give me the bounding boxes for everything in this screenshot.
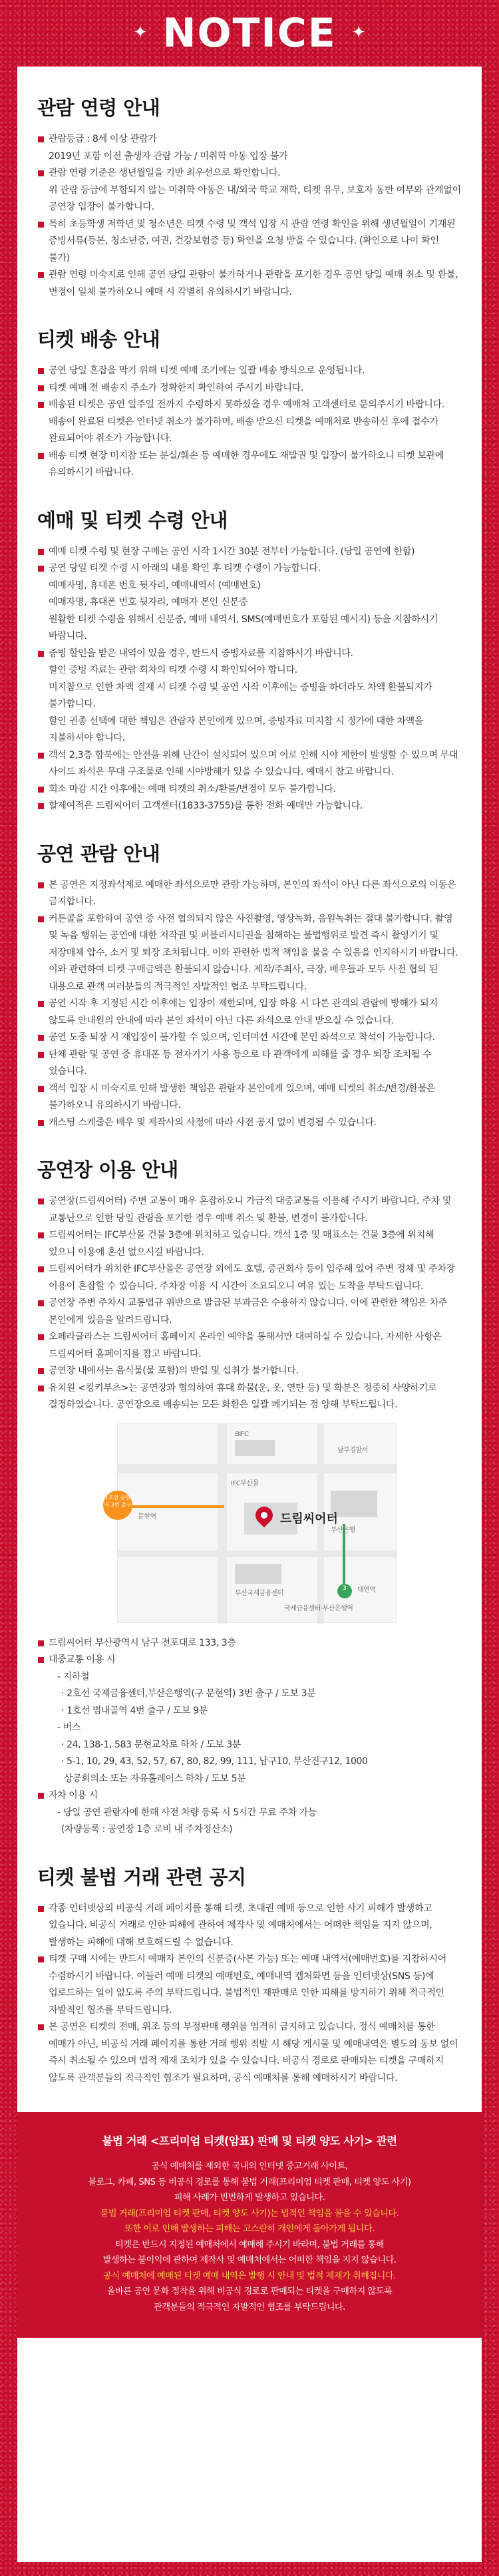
notice-item: 할제여적은 드림씨어터 고객센터(1833-3755)를 통한 전화 예매만 가능합니다. (37, 798, 462, 815)
venue-detail-line: 대중교통 이용 시 (37, 1652, 462, 1669)
venue-details (37, 1635, 462, 1839)
subway-line-1 (118, 1505, 224, 1508)
venue-detail-line: · 2호선 국제금융센터,부산은행역(구 문현역) 3번 출구 / 도보 3분 (61, 1688, 316, 1699)
warning-line: 공식 예매처에 예매된 티켓 예매 내역은 발행 시 안내 및 법적 제재가 취해집니다. (103, 2271, 396, 2281)
venue-detail-line: · 5-1, 10, 29, 43, 52, 57, 67, 80, 82, 99, 111, 남구10, 부산진구12, 1000 (61, 1756, 368, 1767)
venue-detail-line: - 버스 (57, 1722, 81, 1733)
section-booking (37, 506, 462, 815)
notice-item: 배송 티켓 현장 미지참 또는 분실/훼손 등 예매한 경우에도 재발권 및 입장이 불가하오니 티켓 보관에 유의하시기 바랍니다. (37, 448, 462, 482)
notice-item: 캐스팅 스케줄은 배우 및 제작사의 사정에 따라 사전 공지 없이 변경될 수 있습니다. (37, 1115, 462, 1132)
notice-item: 할인 권종 선택에 대한 책임은 관람자 본인에게 있으며, 증빙자료 미지참 시 정가에 대한 차액을 지불하셔야 합니다. (49, 715, 424, 743)
notice-item: 회소 마감 시간 이후에는 예매 티켓의 취소/환불/변경이 모두 불가합니다. (37, 781, 462, 799)
notice-item: 공연 도중 퇴장 시 재입장이 불가할 수 있으며, 인터미션 시간에 본인 좌석으로 착석이 가능합니다. (37, 1029, 462, 1047)
notice-card (17, 67, 482, 2562)
item-list (37, 877, 462, 1132)
map-road (118, 1464, 397, 1473)
notice-item: 각종 인터넷상의 비공식 거래 페이지를 통해 티켓, 초대권 예매 등으로 인한 사기 피해가 발생하고 있습니다. 비공식 거래로 인한 피해에 관하여 제작사 및 예매처에서는 어떠한 책임을 지지 않으며, 발생하는 피해에 대해 보호해드릴 수 없습니다. (37, 1901, 462, 1952)
page-title: NOTICE (162, 10, 337, 57)
section-venue (37, 1155, 462, 1839)
notice-item: 미지참으로 인한 차액 결제 시 티켓 수령 및 공연 시작 이후에는 증빙을 하더라도 차액 환불되지가 불가합니다. (49, 681, 432, 709)
map-building (235, 1440, 275, 1456)
warning-lines (48, 2159, 451, 2315)
map-building (235, 1564, 281, 1584)
map-road (118, 1551, 397, 1557)
venue-detail-line: - 당일 공연 관람자에 한해 사전 차량 등록 시 5시간 무료 주차 가능 (57, 1807, 317, 1818)
map-label: 부산은행 (331, 1526, 355, 1534)
item-list (37, 363, 462, 482)
venue-detail-line: · 1호선 범내골역 4번 출구 / 도보 9분 (61, 1705, 208, 1716)
warning-line: 불법 거래(프리미엄 티켓 판매, 티켓 양도 사기)는 법적인 책임을 물을 수 있습니다. (100, 2208, 399, 2219)
notice-item: 공연 시작 후 지정된 시간 이후에는 입장이 제한되며, 입장 하용 시 다른 관객의 관람에 방해가 되지 않도록 안내원의 안내에 따라 본인 좌석이 아닌 다른 좌석으로 안내 받으실 수 있습니다. (37, 996, 462, 1029)
notice-item: 공연장(드림씨어터) 주변 교통이 매우 혼잡하오니 가급적 대중교통을 이용해 주시기 바랍니다. 주차 및 교통난으로 인한 당일 관람을 포기한 경우 예매 취소 및 환불, 변경이 불가합니다. (37, 1193, 462, 1227)
notice-item: 드림씨어터가 위치한 IFC부산몰은 공연장 외에도 호텔, 증권회사 등이 입주해 있어 주변 정체 및 주차장 이용이 혼잡할 수 있습니다. 주차장 이용 시 시간이 소요되오니 여유 있는 도착을 부탁드립니다. (37, 1261, 462, 1295)
notice-item: 예매 티켓 수령 및 현장 구매는 공연 시작 1시간 30분 전부터 가능합니다. (당일 공연에 한함) (37, 544, 462, 561)
notice-item: 공연 당일 티켓 수령 시 아래의 내용 확인 후 티켓 수령이 가능합니다. (37, 560, 462, 578)
notice-item: 특히 초등학생 저학년 및 청소년은 티켓 수령 및 객석 입장 시 관람 연령 확인을 위해 생년월일이 기재된 증빙서류(등본, 청소년증, 여권, 건강보험증 등) 확인을 요청 받을 수 있습니다. (확인으로 나이 확인 불가) (37, 216, 462, 268)
section-title: 공연장 이용 안내 (37, 1159, 178, 1181)
warning-line: 공식 예매처를 제외한 국내외 인터넷 중고거래 사이트, (151, 2161, 348, 2171)
notice-item: 단체 관람 및 공연 중 휴대폰 등 전자기기 사용 등으로 타 관객에게 피해를 줄 경우 퇴장 조치될 수 있습니다. (37, 1047, 462, 1081)
warning-line: 올바른 공연 문화 정착을 위해 비공식 경로로 판매되는 티켓을 구매하지 않도록 (106, 2287, 393, 2297)
warning-box (17, 2112, 482, 2338)
section-title: 예매 및 티켓 수령 안내 (37, 508, 228, 532)
warning-line: 관객분들의 적극적인 자발적인 협조를 부탁드립니다. (154, 2302, 345, 2312)
sparkle-icon: ✦ (351, 23, 366, 43)
notice-item: 예매자명, 휴대폰 번호 뒷자리, 예매내역서 (예매번호) (49, 580, 261, 591)
map-label: 대연역 (357, 1586, 376, 1594)
notice-item: 위 관람 등급에 부합되지 않는 미취학 아동은 내/외국 학교 재학, 티켓 유무, 보호자 동반 여부와 관계없이 공연장 입장이 불가합니다. (49, 184, 461, 212)
notice-item: 할인 증빙 자료는 관람 회차의 티켓 수령 시 확인되어야 합니다. (49, 665, 297, 675)
section-age (37, 93, 462, 301)
venue-detail-line: - 지하철 (57, 1671, 90, 1682)
map-label: BIFC (235, 1430, 249, 1438)
notice-item: 관람 연령 기준은 생년월일을 기반 최우선으로 확인합니다. (37, 165, 462, 182)
venue-detail-line: 드림씨어터 부산광역시 남구 전포대로 133, 3층 (37, 1635, 462, 1652)
notice-item: 유치원 <킹키부츠>는 공연장과 협의하여 휴대 화물(운, 옷, 연탄 등) 및 화분은 정중히 사양하기로 결정하였습니다. 공연장으로 배송되는 모든 화환은 일괄 폐기되는 점 양해 부탁드립니다. (37, 1380, 462, 1414)
notice-item: 커튼콜을 포함하여 공연 중 사전 협의되지 않은 사진촬영, 영상녹화, 음원녹취는 절대 불가합니다. 촬영 및 녹음 행위는 공연에 대한 저작권 및 퍼블리시티권을 침해하는 불법행위로 발견 즉시 촬영기기 및 저장매체 압수, 소거 및 퇴장 조치됩니다. 이와 관련한 법적 책임을 물을 수 있음을 인지하시기 바랍니다. 이와 관련하여 티켓 구매금액은 환불되지 않습니다. 제작/주최사, 극장, 배우들과 모두 사전 협의 된 내용으로 관객 여러분들의 적극적인 자발적인 협조 부탁드립니다. (37, 911, 462, 996)
warning-line: 피해 사례가 빈번하게 발생하고 있습니다. (174, 2193, 325, 2203)
item-list (37, 1193, 462, 1414)
subway-stop-green: 3 (337, 1584, 352, 1598)
item-list (37, 131, 462, 301)
sparkle-icon: ✦ (133, 23, 148, 43)
section-title: 공연 관람 안내 (37, 842, 160, 865)
subway-stop-orange: 1호선 문현역 3번 출구 (103, 1491, 132, 1520)
notice-item: 티켓 구매 시에는 반드시 예매자 본인의 신분증(사본 가능) 또는 예매 내역서(예매번호)를 지참하시어 수령하시기 바랍니다. 이들러 예매 티켓의 예매번호, 예매내역 캡처화면 등을 인터넷상(SNS 등)에 업로드하는 일이 없도록 주의 부탁드립니다. 불법적인 재판매로 인한 피해를 방지하기 위해 적극적인 자발적인 협조를 부탁드립니다. (37, 1951, 462, 2019)
item-list (37, 544, 462, 815)
section-viewing (37, 839, 462, 1132)
notice-item: 객석 2,3층 합북에는 안전을 위해 난간이 설치되어 있으며 이로 인해 시야 제한이 발생할 수 있으며 무대 사이드 좌석은 무대 구조물로 인해 시야방해가 있을 수 있습니다. 예매시 참고 바랍니다. (37, 747, 462, 781)
notice-item: 본 공연은 티켓의 전매, 위조 등의 부정판매 행위를 엄격히 금지하고 있습니다. 정식 예매처를 통한 예매가 아닌, 비공식 거래 페이지를 통한 거래 행위 적발 시 해당 게시물 및 예매내역은 별도의 동보 없이 즉시 취소될 수 있으며 법적 제재 조치가 있을 수 있습니다. 비공식 경로로 판매되는 티켓을 구매하지 않도록 관객분들의 적극적인 협조가 필요하며, 공식 예매처를 통해 예매하시기 바랍니다. (37, 2019, 462, 2087)
warning-line: 블로그, 카페, SNS 등 비공식 경로를 통해 불법 거래(프리미엄 티켓 판매, 티켓 양도 사기) (88, 2177, 411, 2187)
venue-detail-line: 자차 이용 시 (37, 1787, 462, 1805)
notice-item: 객석 입장 시 미숙지로 인해 발생한 책임은 관람자 본인에게 있으며, 예매 티켓의 취소/변경/환불은 불가하오니 유의하시기 바랍니다. (37, 1081, 462, 1115)
notice-item: 관람등급 : 8세 이상 관람가 (37, 131, 462, 148)
map-label: 부산국제금융센터 (235, 1589, 284, 1597)
section-title: 티켓 불법 거래 관련 공지 (37, 1865, 246, 1889)
notice-item: 예매자명, 휴대폰 번호 뒷자리, 예매자 본인 신분증 (49, 597, 248, 608)
warning-title: 불법 거래 <프리미엄 티켓(암표) 판매 및 티켓 양도 사기> 관련 (102, 2135, 397, 2147)
warning-line: 발생하는 불이익에 관하여 제작사 및 예매처에서는 어떠한 책임을 지지 않습니다. (102, 2255, 397, 2265)
item-list (37, 1901, 462, 2088)
notice-item: 공연 당일 혼잡을 막기 위해 티켓 예매 조기에는 일괄 배송 방식으로 운영됩니다. (37, 363, 462, 380)
section-illegal (37, 1863, 462, 2088)
notice-item: 드림씨어터는 IFC부산몰 건물 3층에 위치하고 있습니다. 객석 1층 및 매표소는 건물 3층에 위치해 있으니 이용에 혼선 없으시길 바랍니다. (37, 1227, 462, 1261)
warning-line: 티켓은 반드시 지정된 예매처에서 예매해 주시기 바라며, 불법 거래를 통해 (114, 2239, 385, 2250)
notice-item: 본 공연은 지정좌석제로 예매한 좌석으로만 관람 가능하며, 본인의 좌석이 아닌 다른 좌석으로의 이동은 금지합니다. (37, 877, 462, 911)
venue-detail-line: 상공회의소 또는 자유홀레이스 하차 / 도보 5분 (64, 1773, 246, 1784)
map-label: 국제금융센터·부산은행역 (284, 1604, 353, 1612)
section-title: 티켓 배송 안내 (37, 328, 160, 351)
notice-item: 공연장 내에서는 음식물(물 포함)의 반입 및 섭취가 불가합니다. (37, 1363, 462, 1380)
notice-item: 관람 연령 미숙지로 인해 공연 당일 관람이 불가하거나 관람을 포기한 경우 공연 당일 예매 취소 및 환불, 변경이 일체 불가하오니 예매 시 각별히 유의하시기 바랍니다. (37, 267, 462, 301)
map-label: 남부경찰서 (337, 1446, 368, 1454)
notice-item: 공연장 주변 주차시 교통법규 위반으로 발급된 부과금은 수용하지 않습니다. 이에 관련한 책임은 차주 본인에게 있음을 알려드립니다. (37, 1295, 462, 1329)
venue-detail-line: · 24, 138-1, 583 문현교차로 하차 / 도보 3분 (61, 1739, 241, 1750)
map-label: 문현역 (138, 1513, 156, 1521)
notice-item: 오페라글라스는 드림씨어터 홈페이지 온라인 예약을 통해서만 대여하실 수 있습니다. 자세한 사항은 드림씨어터 홈페이지를 참고 바랍니다. (37, 1329, 462, 1363)
notice-item: 배송된 티켓은 공연 일주일 전까지 수령하지 못하셨을 경우 예매처 고객센터로 문의주시기 바랍니다. 배송이 완료된 티켓은 인터넷 취소가 불가하며, 배송 받으신 티켓을 예매처로 반송하신 후에 접수가 완료되어야 취소가 가능합니다. (37, 397, 462, 448)
notice-item: 원활한 티켓 수령을 위해서 신분증, 예매 내역서, SMS(예매번호가 포함된 예시지) 등을 지참하시기 바랍니다. (49, 614, 438, 642)
map-label: IFC부산몰 (231, 1479, 259, 1487)
venue-map (104, 1423, 397, 1623)
notice-item: 티켓 예매 전 배송지 주소가 정확한지 확인하여 주시기 바랍니다. (37, 380, 462, 397)
notice-item: 2019년 포함 이전 출생자 관람 가능 / 미취학 아동 입장 불가 (49, 150, 288, 162)
venue-name: 드림씨어터 (280, 1511, 338, 1526)
section-delivery (37, 325, 462, 482)
venue-detail-line: (차량등록 : 공연장 1층 로비 내 주차정산소) (61, 1824, 233, 1835)
warning-line: 또한 이로 인해 발생하는 피해는 고스란히 개인에게 돌아가게 됩니다. (124, 2224, 375, 2234)
notice-header (0, 0, 499, 67)
section-title: 관람 연령 안내 (37, 96, 160, 119)
map-road (218, 1424, 227, 1624)
notice-item: 증빙 할인을 받은 내역이 있을 경우, 반드시 증빙자료를 지참하시기 바랍니다. (37, 645, 462, 663)
